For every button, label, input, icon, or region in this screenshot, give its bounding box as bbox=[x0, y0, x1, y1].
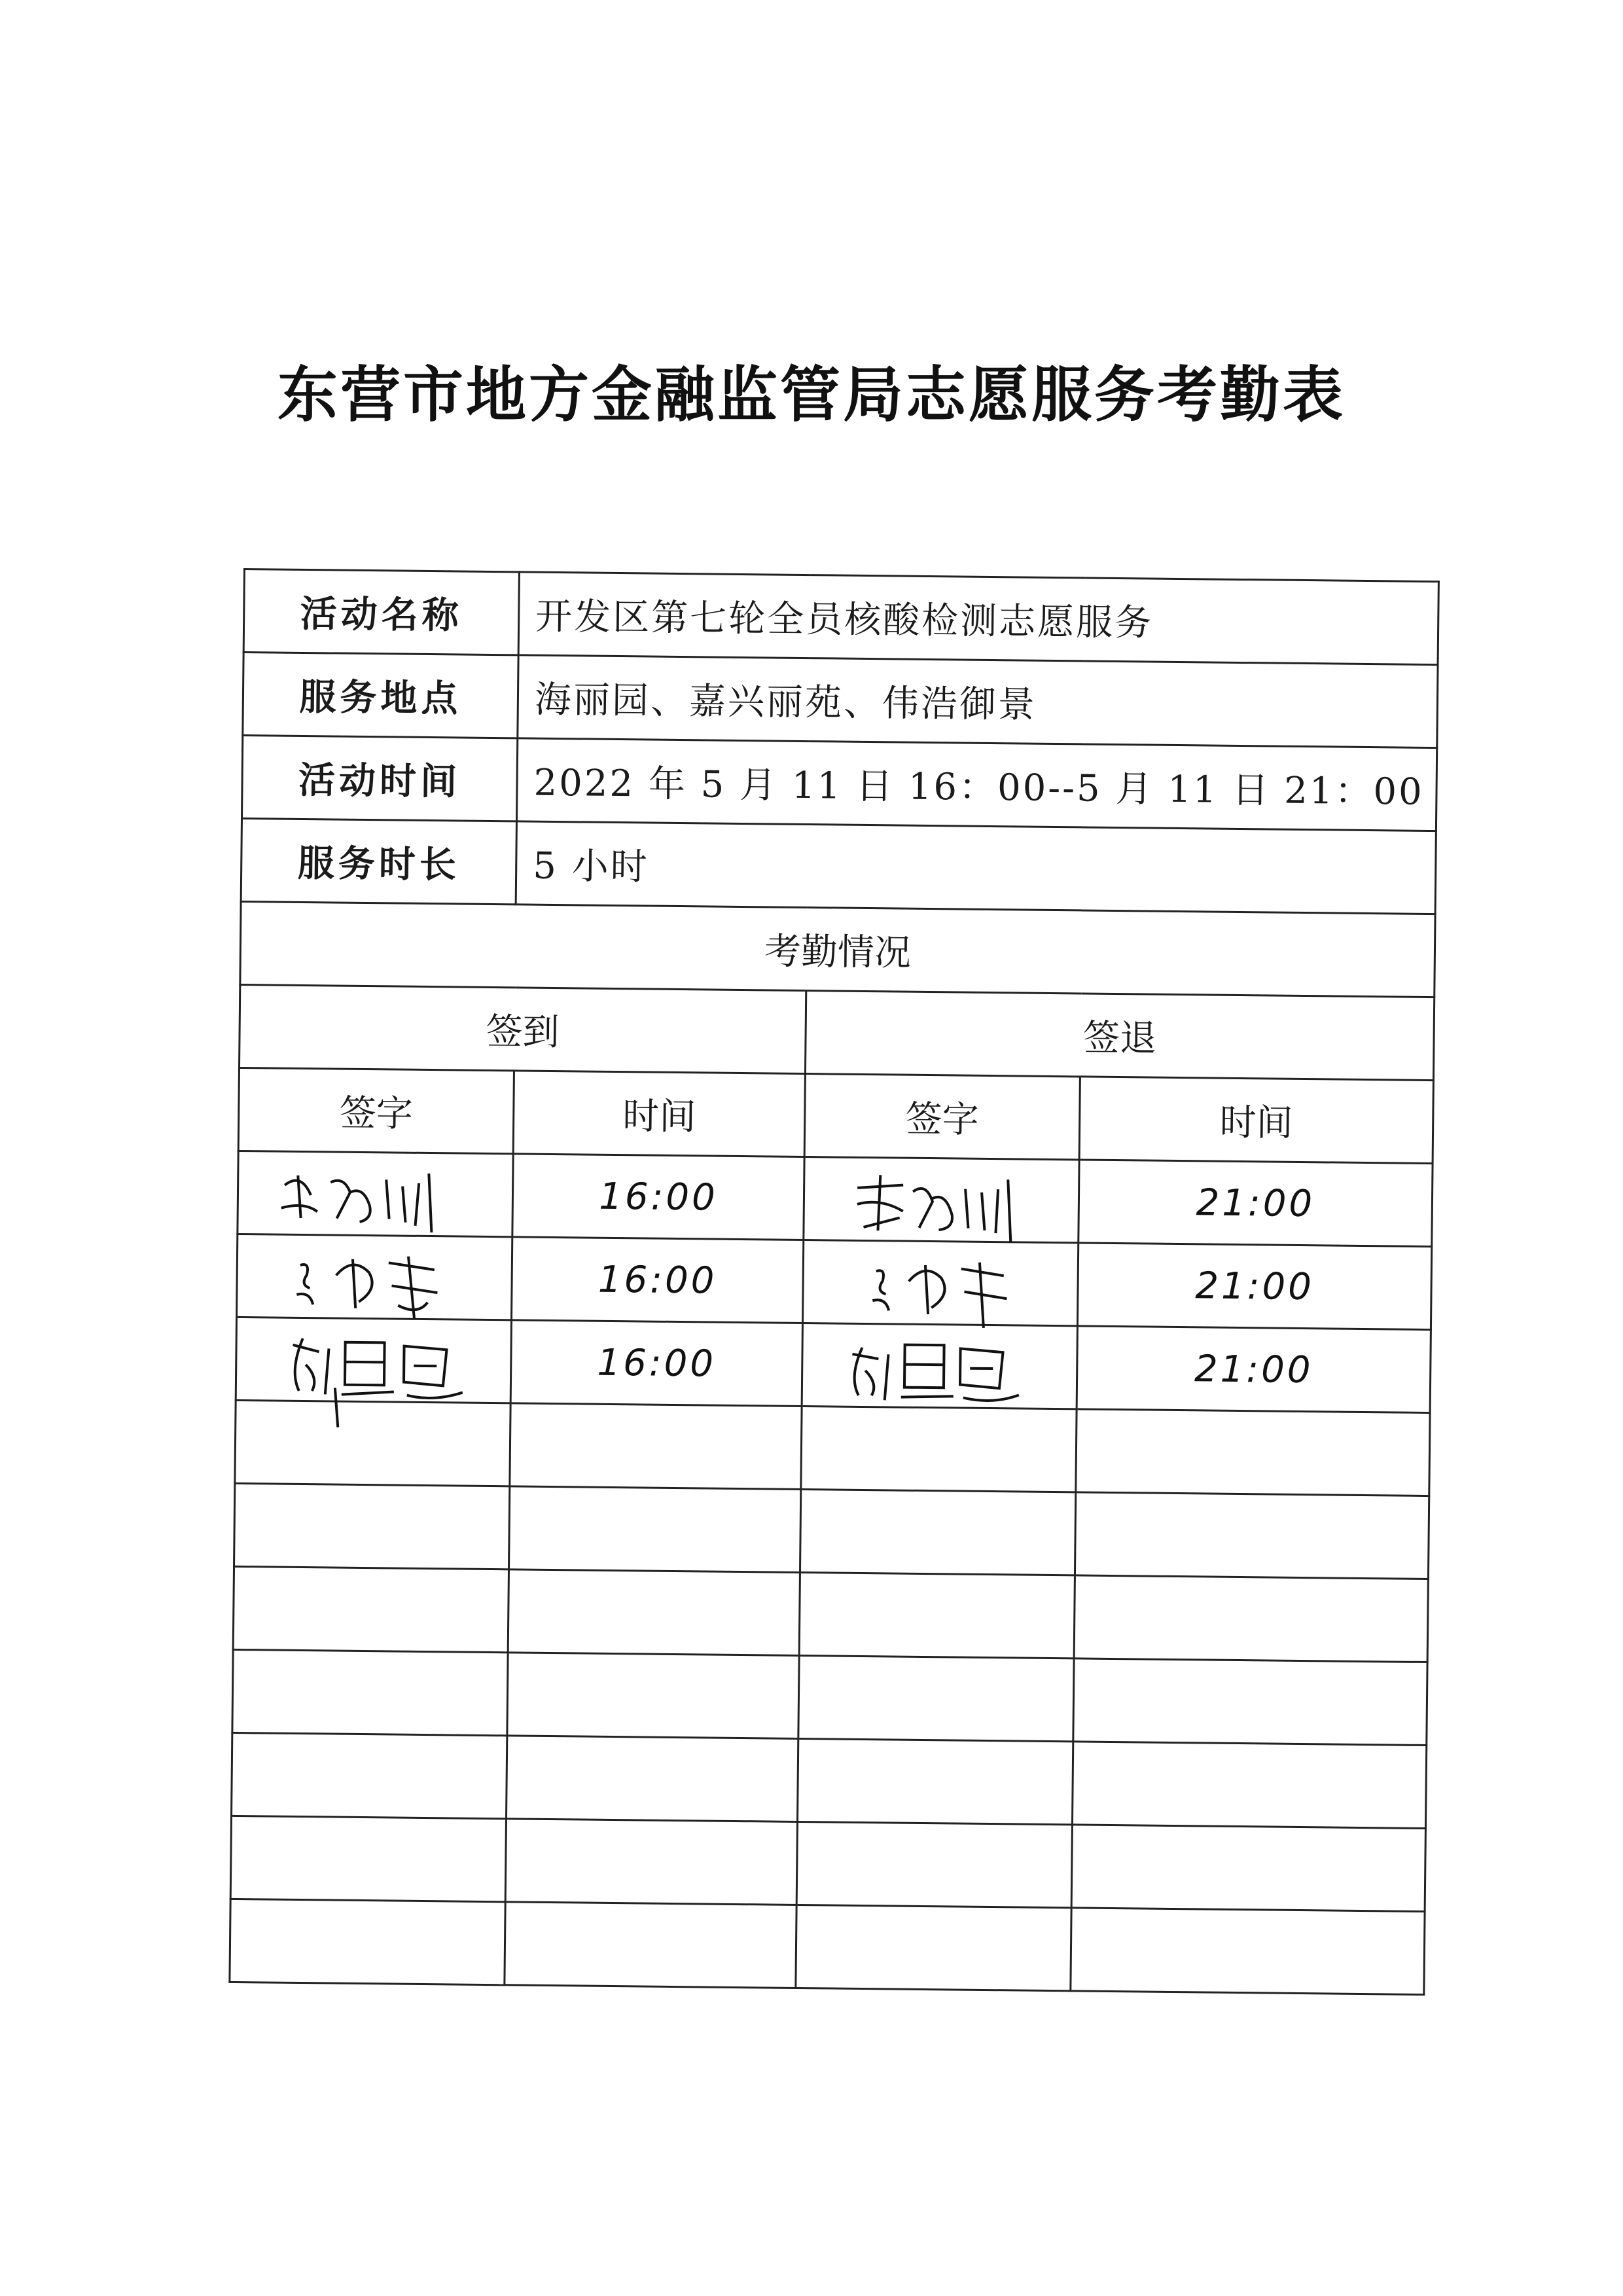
empty-cell bbox=[1071, 1825, 1425, 1912]
empty-row bbox=[232, 1732, 1427, 1828]
empty-cell bbox=[1073, 1659, 1427, 1746]
empty-cell bbox=[234, 1483, 510, 1569]
sign-out-time-header: 时间 bbox=[1079, 1077, 1433, 1164]
empty-cell bbox=[797, 1738, 1073, 1824]
attendance-header: 考勤情况 bbox=[240, 901, 1435, 997]
page-title: 东营市地方金融监管局志愿服务考勤表 bbox=[277, 359, 1346, 430]
empty-row bbox=[230, 1899, 1425, 1994]
sign-in-time: 16:00 bbox=[510, 1320, 802, 1407]
group-header-row bbox=[240, 984, 1435, 1080]
sign-in-time: 16:00 bbox=[511, 1237, 803, 1323]
sign-out-signature-header: 签字 bbox=[804, 1074, 1080, 1160]
sign-in-header: 签到 bbox=[240, 984, 806, 1073]
empty-cell bbox=[235, 1400, 510, 1486]
info-label: 服务地点 bbox=[243, 653, 518, 738]
sign-out-signature bbox=[802, 1240, 1078, 1326]
sign-in-signature bbox=[237, 1234, 512, 1319]
info-row-activity-time bbox=[241, 736, 1436, 831]
handwritten-signature-icon bbox=[238, 1229, 513, 1323]
empty-cell bbox=[230, 1899, 505, 1984]
info-value: 2022 年 5 月 11 日 16：00--5 月 11 日 21：00 bbox=[516, 738, 1436, 831]
info-value: 5 小时 bbox=[516, 821, 1436, 914]
empty-cell bbox=[796, 1821, 1072, 1907]
attendance-table bbox=[228, 568, 1440, 1996]
empty-cell bbox=[509, 1486, 801, 1573]
sign-in-signature bbox=[238, 1151, 513, 1236]
empty-row bbox=[234, 1483, 1429, 1579]
empty-cell bbox=[508, 1570, 800, 1656]
empty-cell bbox=[800, 1489, 1075, 1575]
sign-in-signature bbox=[236, 1317, 511, 1403]
empty-cell bbox=[230, 1816, 506, 1901]
handwritten-signature-icon bbox=[804, 1151, 1080, 1246]
handwritten-signature-icon bbox=[238, 1145, 514, 1240]
empty-cell bbox=[507, 1653, 799, 1739]
attendance-sheet bbox=[228, 568, 1438, 2007]
info-label: 活动名称 bbox=[243, 569, 519, 655]
record-row bbox=[236, 1317, 1431, 1412]
handwritten-signature-icon bbox=[803, 1318, 1079, 1412]
empty-cell bbox=[801, 1407, 1077, 1492]
empty-cell bbox=[233, 1566, 508, 1652]
sign-out-time: 21:00 bbox=[1079, 1160, 1433, 1247]
sign-out-time: 21:00 bbox=[1077, 1326, 1431, 1413]
empty-cell bbox=[1074, 1575, 1428, 1662]
empty-row bbox=[230, 1816, 1425, 1911]
empty-cell bbox=[507, 1736, 798, 1822]
empty-cell bbox=[1071, 1908, 1425, 1995]
empty-cell bbox=[505, 1902, 796, 1988]
handwritten-signature-icon bbox=[237, 1312, 512, 1406]
sign-out-signature bbox=[804, 1157, 1079, 1243]
empty-cell bbox=[1072, 1742, 1426, 1829]
empty-cell bbox=[232, 1649, 508, 1735]
info-row-service-duration bbox=[241, 818, 1436, 914]
empty-cell bbox=[232, 1732, 507, 1818]
info-label: 活动时间 bbox=[241, 736, 517, 821]
sign-out-header: 签退 bbox=[805, 991, 1434, 1081]
info-value: 海丽园、嘉兴丽苑、伟浩御景 bbox=[518, 655, 1438, 748]
empty-cell bbox=[796, 1905, 1071, 1990]
empty-cell bbox=[1075, 1492, 1429, 1579]
info-label: 服务时长 bbox=[241, 818, 516, 904]
empty-cell bbox=[1076, 1409, 1430, 1496]
attendance-header-row bbox=[240, 901, 1435, 997]
info-value: 开发区第七轮全员核酸检测志愿服务 bbox=[518, 572, 1438, 665]
sign-in-time: 16:00 bbox=[512, 1154, 804, 1240]
sign-out-time: 21:00 bbox=[1077, 1243, 1431, 1330]
empty-cell bbox=[510, 1403, 802, 1490]
empty-row bbox=[233, 1566, 1428, 1662]
sign-in-signature-header: 签字 bbox=[238, 1067, 514, 1153]
handwritten-signature-icon bbox=[804, 1234, 1079, 1329]
info-row-service-location bbox=[243, 653, 1438, 748]
info-row-activity-name bbox=[243, 569, 1438, 665]
empty-row bbox=[232, 1649, 1427, 1745]
empty-cell bbox=[798, 1655, 1074, 1741]
sign-in-time-header: 时间 bbox=[513, 1071, 805, 1157]
empty-cell bbox=[505, 1819, 797, 1905]
empty-row bbox=[235, 1400, 1430, 1496]
empty-cell bbox=[799, 1572, 1075, 1658]
sign-out-signature bbox=[802, 1323, 1077, 1409]
